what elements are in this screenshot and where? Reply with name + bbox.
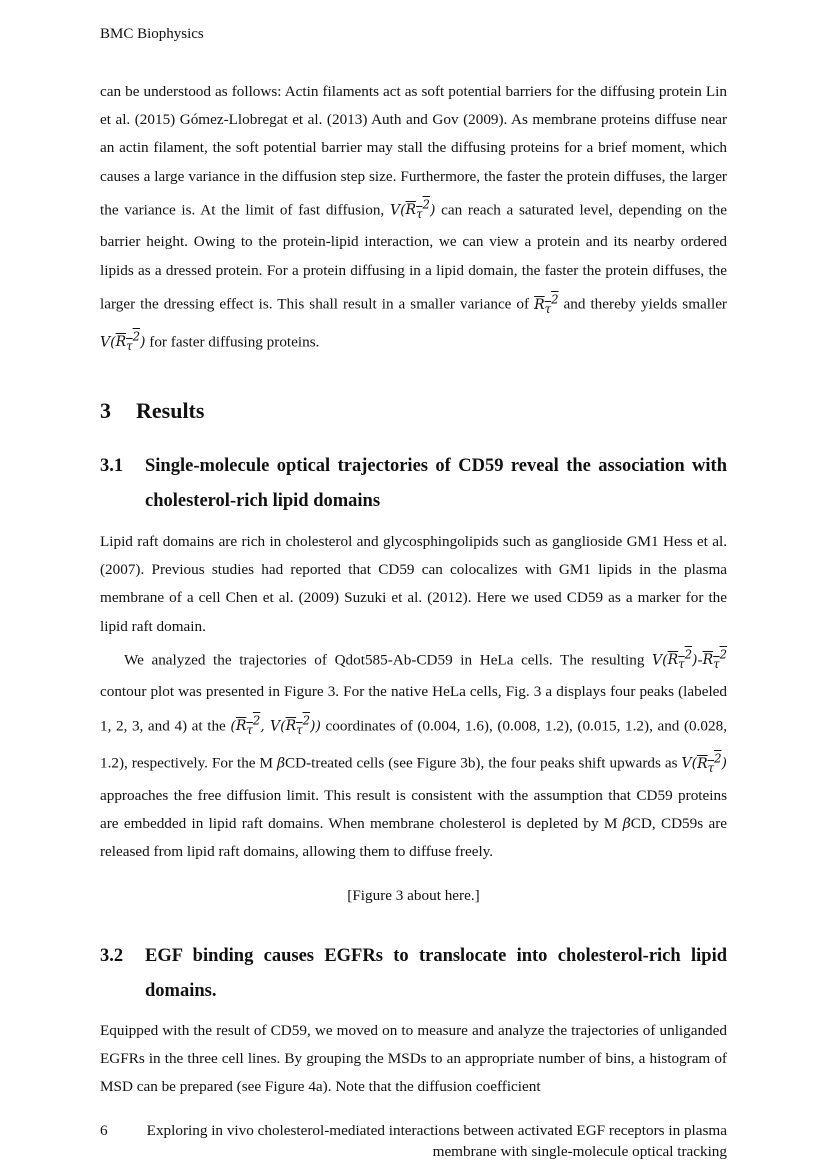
- page-footer: [100, 1120, 727, 1162]
- beta-symbol: β: [276, 755, 286, 772]
- paragraph-cd59-analysis: We analyzed the trajectories of Qdot585-Ab-CD59 in HeLa cells. The resulting $V(R_\tau^2)-R_\tau^2$ contour plot was presented in Figure 3. For the native HeLa cells, Fig. 3 a displays four peaks (labeled 1, 2, 3, and 4) at the ($R_\tau^2$, $V(R_\tau^2)$) coordinates of (0.004, 1.6), (0.008, 1.2), (0.015, 1.2), and (0.028, 1.2), respectively. For the M βCD-treated cells (see Figure 3b), the four peaks shift upwards as $V(R_\tau^2)$ approaches the free diffusion limit. This result is consistent with the assumption that CD59 proteins are embedded in lipid raft domains. When membrane cholesterol is depleted by M βCD, CD59s are released from lipid raft domains, allowing them to diffuse freely.: [100, 647, 727, 861]
- beta-symbol: β: [622, 816, 631, 833]
- text-run: and thereby yields smaller: [558, 295, 727, 313]
- section-3-2-body: [100, 1017, 727, 1102]
- section-3-1-body: [100, 528, 727, 867]
- intro-paragraph: [100, 78, 727, 360]
- variance-symbol: $V(R_\tau^2)$: [681, 751, 727, 775]
- subsection-heading-3-2: 3.2 EGF binding causes EGFRs to translocate into cholesterol-rich lipid domains.: [100, 946, 727, 1001]
- variance-symbol: $V(R_\tau^2)$: [652, 647, 698, 672]
- intro-paragraph-block: [100, 78, 727, 360]
- subsection-heading-3-1: 3.1 Single-molecule optical trajectories of CD59 reveal the association with cholesterol-rich lipid domains: [100, 456, 727, 511]
- msd-symbol: $R_\tau^2$: [702, 647, 727, 672]
- msd-symbol: $R_\tau^2$: [534, 291, 559, 316]
- footer-title: Exploring in vivo cholesterol-mediated interactions between activated EGF receptors in plasma membrane with single-molecule optical tracking: [146, 1122, 727, 1160]
- page-number: 6: [100, 1122, 108, 1139]
- paragraph-lipid-raft: Lipid raft domains are rich in cholesterol and glycosphingolipids such as ganglioside GM1 Hess et al. (2007). Previous studies had reported that CD59 can colocalizes with GM1 lipids in the plasma membrane of a cell Chen et al. (2009) Suzuki et al. (2012). Here we used CD59 as a marker for the lipid raft domain.: [100, 533, 727, 635]
- variance-symbol: $V(R_\tau^2)$: [100, 329, 146, 353]
- text-run: for faster diffusing proteins.: [145, 333, 320, 351]
- section-heading-results: 3 Results: [100, 398, 205, 423]
- text-run: can be understood as follows: Actin filaments act as soft potential barriers for the diffusing protein Lin et al. (2015) Gómez-Llobregat et al. (2013) Auth and Gov (2009). As membrane proteins diffuse near an actin filament, the soft potential barrier may stall the diffusing proteins for a brief moment, which causes a large variance in the diffusion step size. Furthermore, the faster the protein diffuses, the larger the variance is. At the limit of fast diffusion,: [100, 83, 727, 219]
- paragraph-egfr-msd: Equipped with the result of CD59, we moved on to measure and analyze the trajectories of unliganded EGFRs in the three cell lines. By grouping the MSDs to an appropriate number of bins, a histogram of MSD can be prepared (see Figure 4a). Note that the diffusion coefficient: [100, 1022, 727, 1096]
- figure-placeholder: [Figure 3 about here.]: [347, 887, 480, 904]
- running-head: BMC Biophysics: [100, 26, 204, 42]
- variance-symbol: $V(R_\tau^2)$: [389, 197, 436, 222]
- text-run: can reach a saturated level, depending on the barrier height. Owing to the protein-lipid interaction, we can view a protein and its nearby ordered lipids as a dressed protein. For a protein diffusing in a lipid domain, the faster the protein diffuses, the larger the dressing effect is. This shall result in a smaller variance of: [100, 201, 728, 313]
- coordinate-pair-symbol: ($R_\tau^2$, $V(R_\tau^2)$): [230, 713, 321, 738]
